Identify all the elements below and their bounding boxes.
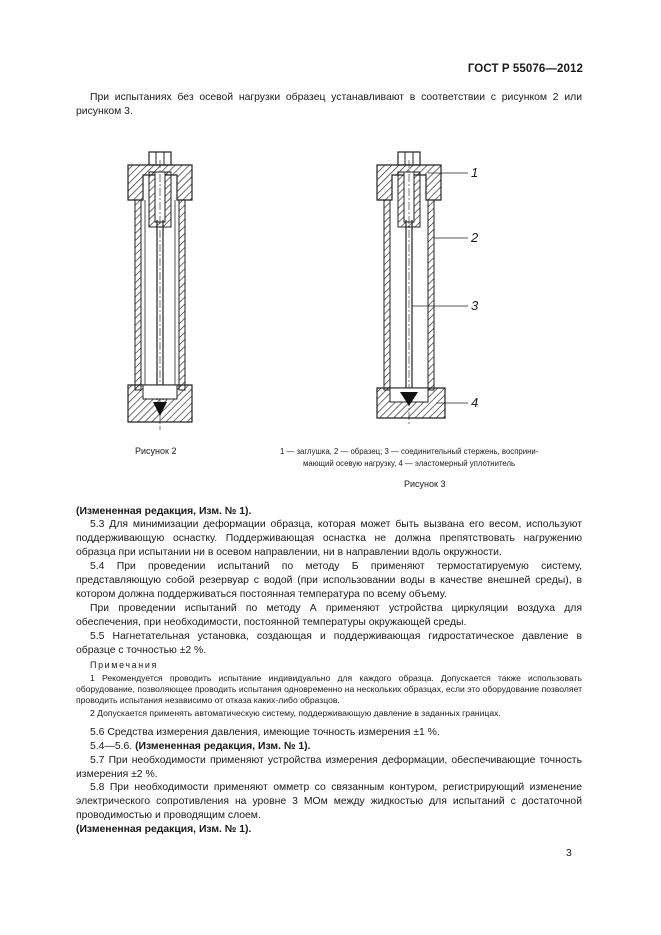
paragraph-5-8: 5.8 При необходимости применяют омметр со связанным контуром, регистрирующий изменение электрического сопротивления на уровне 3 МОм между жидкостью для испытаний с достаточной проводимостью и проводящим слоем. bbox=[76, 782, 582, 822]
paragraph-5-4-method-a: При проведении испытаний по методу А применяют устройства циркуляции воздуха для обеспечения, при необходимости, постоянной температуры окружающей среды. bbox=[76, 603, 582, 629]
notes-title: Примечания bbox=[90, 660, 158, 670]
paragraph-5-4: 5.4 При проведении испытаний по методу Б применяют термостатируемую систему, представляющую собой резервуар с водой (при использовании воды в качестве внешней среды), в котором должна поддерживаться постоянная температура по всему объему. bbox=[76, 561, 582, 601]
figure-3-label-3: 3 bbox=[471, 298, 479, 313]
revision-note-3: (Измененная редакция, Изм. № 1). bbox=[76, 824, 252, 835]
page-number: 3 bbox=[566, 847, 572, 859]
figure-3-label-1: 1 bbox=[471, 165, 479, 180]
paragraph-5-4-5-6-revision bbox=[76, 740, 582, 754]
revision-range: 5.4—5.6. bbox=[90, 741, 133, 752]
figure-3-label-2: 2 bbox=[471, 230, 479, 245]
figure-3-legend-line-1: 1 — заглушка, 2 — образец; 3 — соединительный стержень, восприни- bbox=[280, 447, 539, 456]
standard-header: ГОСТ Р 55076—2012 bbox=[467, 63, 583, 75]
note-1: 1 Рекомендуется проводить испытание индивидуально для каждого образца. Допускается также использовать оборудование, позволяющее проводить испытания одновременно на нескольких образцах, если это оборудование позволяет проводить испытания независимо от отказа каких-либо образцов. bbox=[76, 673, 582, 705]
figure-3-label-4: 4 bbox=[471, 395, 479, 410]
figure-3-caption: Рисунок 3 bbox=[404, 479, 446, 489]
figure-2-drawing bbox=[115, 140, 215, 435]
revision-note-1: (Измененная редакция, Изм. № 1). bbox=[76, 506, 252, 517]
figure-2-caption: Рисунок 2 bbox=[135, 446, 177, 456]
intro-paragraph: При испытаниях без осевой нагрузки образец устанавливают в соответствии с рисунком 2 или рисунком 3. bbox=[76, 92, 582, 118]
note-2: 2 Допускается применять автоматическую систему, поддерживающую давление в заданных границах. bbox=[90, 708, 501, 718]
revision-note-2: (Измененная редакция, Изм. № 1). bbox=[135, 741, 311, 752]
paragraph-5-6: 5.6 Средства измерения давления, имеющие точность измерения ±1 %. bbox=[90, 727, 440, 738]
figure-3-legend-line-2: мающий осевую нагрузку, 4 — эластомерный уплотнитель bbox=[303, 459, 516, 468]
paragraph-5-3: 5.3 Для минимизации деформации образца, которая может быть вызвана его весом, используют поддерживающую оснастку. Поддерживающая оснастка не должна препятствовать нагружению образца при испытании ни в осевом направлении, ни в направлении вдоль окружности. bbox=[76, 519, 582, 559]
figure-3-drawing bbox=[360, 140, 500, 430]
paragraph-5-5: 5.5 Нагнетательная установка, создающая и поддерживающая гидростатическое давление в образце с точностью ±2 %. bbox=[76, 631, 582, 657]
paragraph-5-7: 5.7 При необходимости применяют устройства измерения деформации, обеспечивающие точность измерения ±2 %. bbox=[76, 755, 582, 781]
